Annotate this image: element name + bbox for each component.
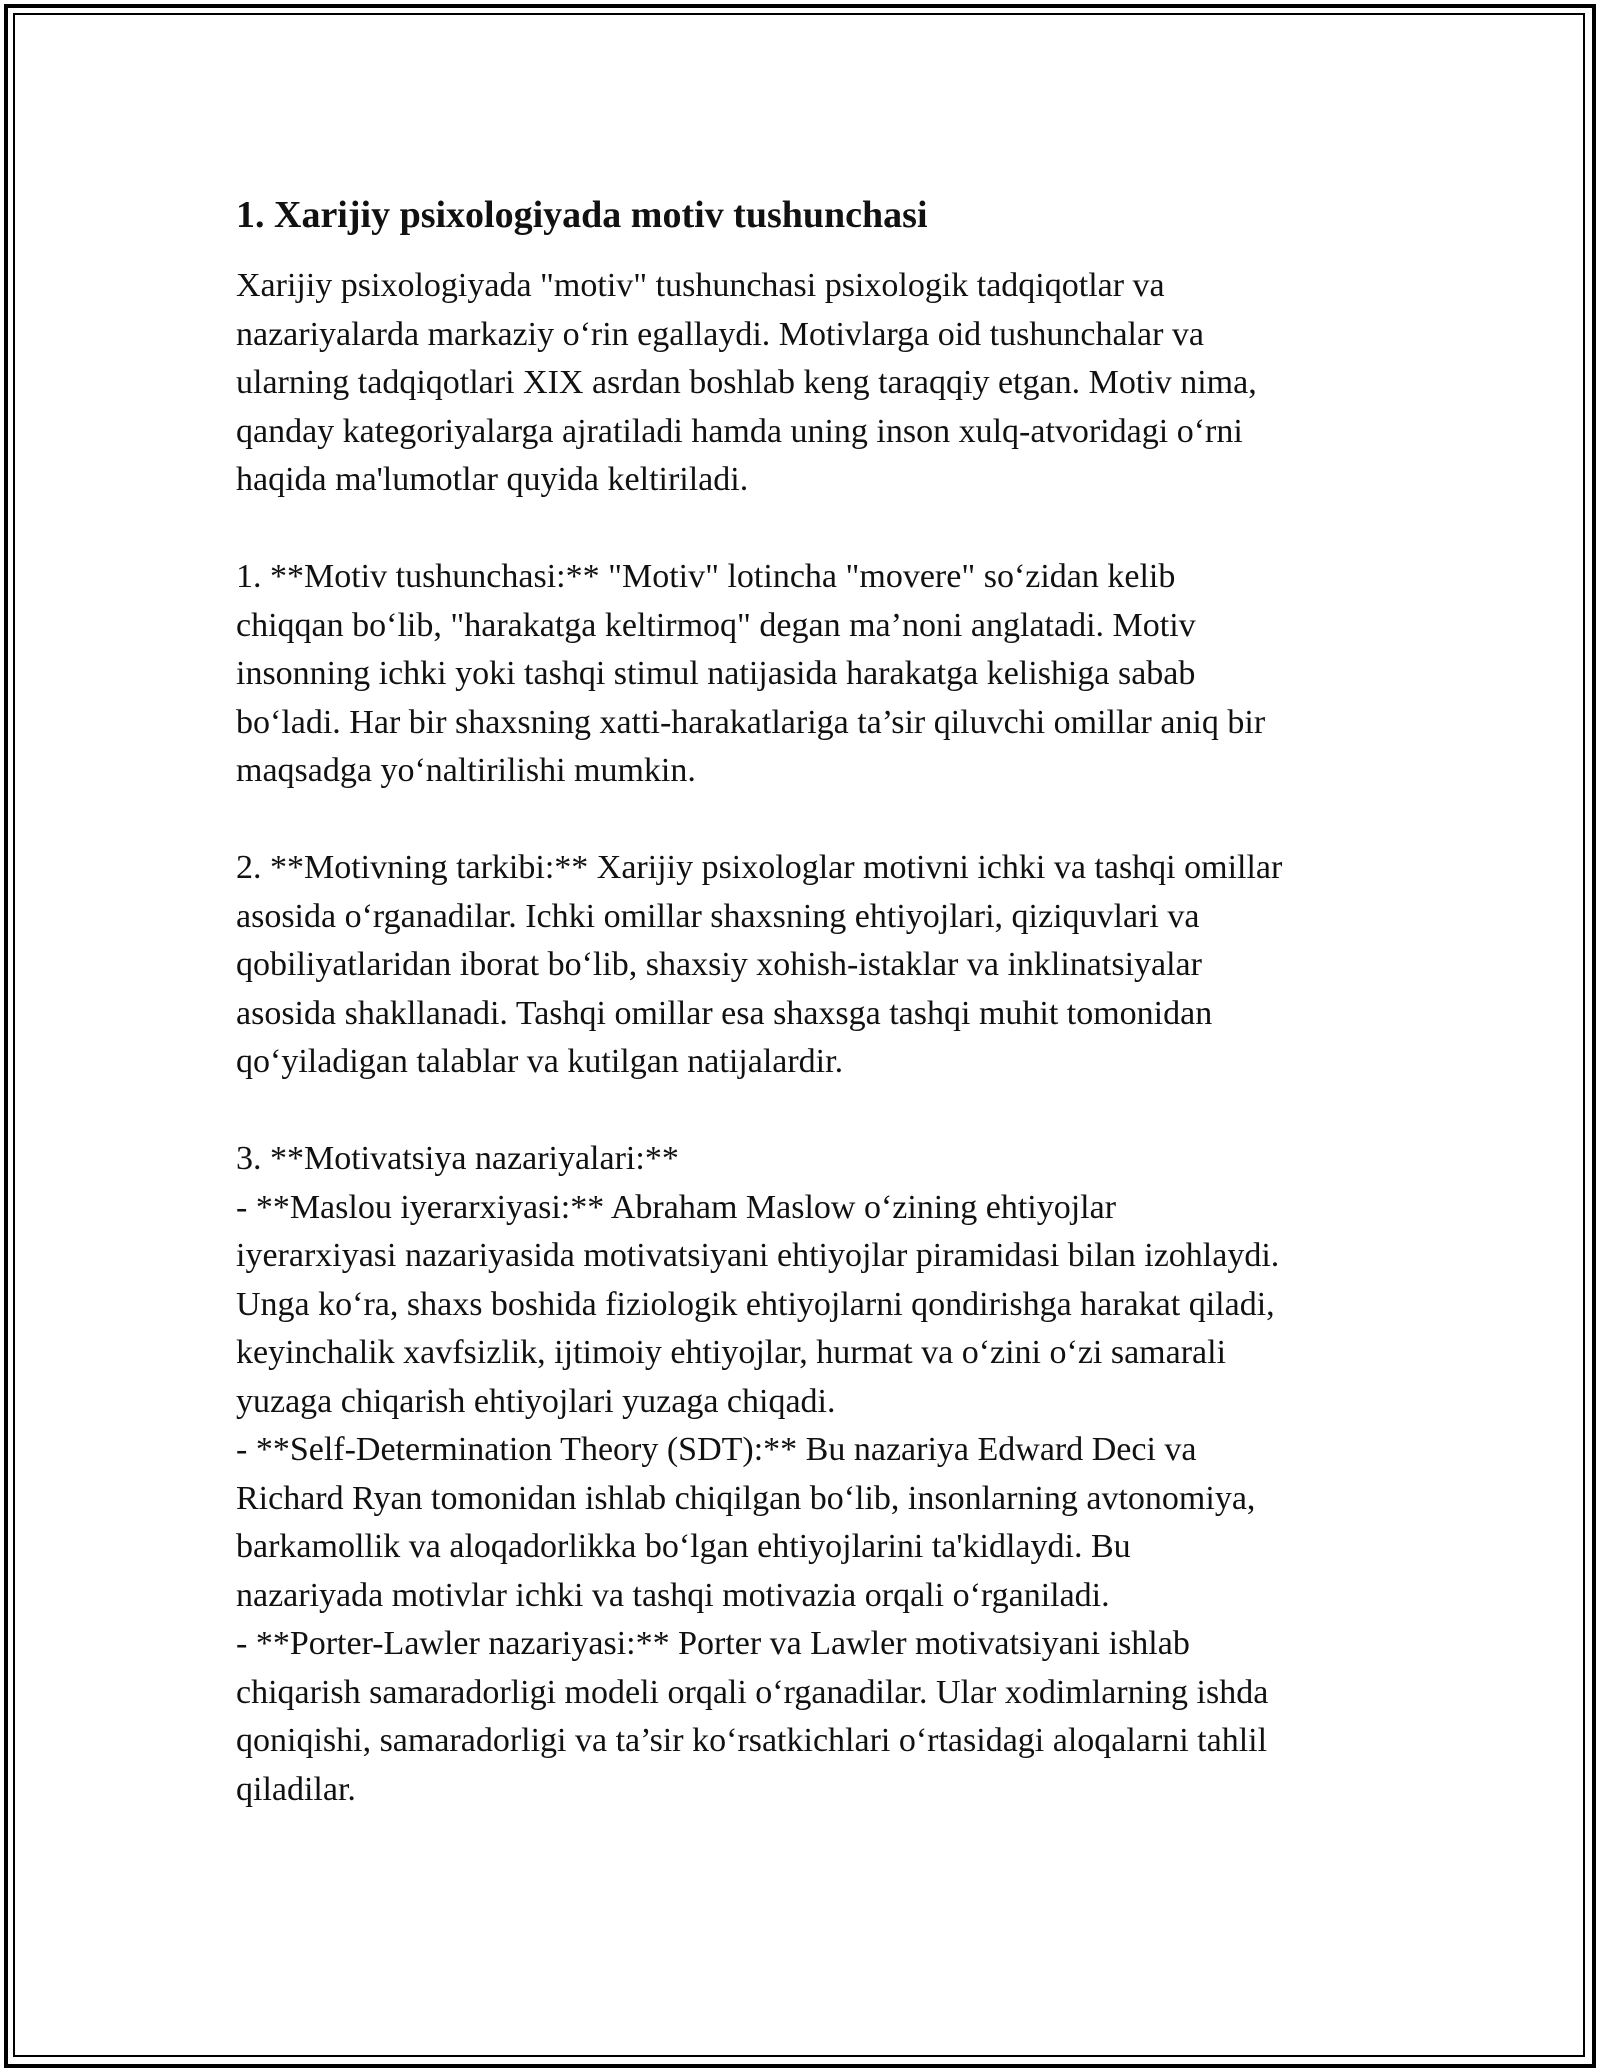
document-title: 1. Xarijiy psixologiyada motiv tushunchasi <box>236 194 928 236</box>
paragraph-spacer <box>236 796 1376 845</box>
document-body <box>236 188 1376 1814</box>
paragraph-spacer <box>236 1087 1376 1136</box>
section-motiv-concept: 1. **Motiv tushunchasi:** "Motiv" lotincha "movere" so‘zidan kelib chiqqan bo‘lib, "harakatga keltirmoq" degan ma’noni anglatadi. Motiv insonning ichki yoki tashqi stimul natijasida harakatga kelishiga sabab bo‘ladi. Har bir shaxsning xatti-harakatlariga ta’sir qiluvchi omillar aniq bir maqsadga yo‘naltirilishi mumkin. <box>236 558 1266 789</box>
intro-paragraph: Xarijiy psixologiyada "motiv" tushunchasi psixologik tadqiqotlar va nazariyalarda markaziy o‘rin egallaydi. Motivlarga oid tushunchalar va ularning tadqiqotlari XIX asrdan boshlab keng taraqqiy etgan. Motiv nima, qanday kategoriyalarga ajratiladi hamda uning inson xulq-atvoridagi o‘rni haqida ma'lumotlar quyida keltiriladi. <box>236 267 1257 498</box>
section-motivation-theories: 3. **Motivatsiya nazariyalari:** - **Maslou iyerarxiyasi:** Abraham Maslow o‘zining ehtiyojlar iyerarxiyasi nazariyasida motivatsiyani ehtiyojlar piramidasi bilan izohlaydi. Unga ko‘ra, shaxs boshida fiziologik ehtiyojlarni qondirishga harakat qiladi, keyinchalik xavfsizlik, ijtimoiy ehtiyojlar, hurmat va o‘zini o‘zi samarali yuzaga chiqarish ehtiyojlari yuzaga chiqadi. - **Self-Determination Theory (SDT):** Bu nazariya Edward Deci va Richard Ryan tomonidan ishlab chiqilgan bo‘lib, insonlarning avtonomiya, barkamollik va aloqadorlikka bo‘lgan ehtiyojlarini ta'kidlaydi. Bu nazariyada motivlar ichki va tashqi motivazia orqali o‘rganiladi. - **Porter-Lawler nazariyasi:** Porter va Lawler motivatsiyani ishlab chiqarish samaradorligi modeli orqali o‘rganadilar. Ular xodimlarning ishda qoniqishi, samaradorligi va ta’sir ko‘rsatkichlari o‘rtasidagi aloqalarni tahlil qiladilar. <box>236 1140 1280 1808</box>
section-motiv-structure: 2. **Motivning tarkibi:** Xarijiy psixologlar motivni ichki va tashqi omillar asosida o‘rganadilar. Ichki omillar shaxsning ehtiyojlari, qiziquvlari va qobiliyatlaridan iborat bo‘lib, shaxsiy xohish-istaklar va inklinatsiyalar asosida shakllanadi. Tashqi omillar esa shaxsga tashqi muhit tomonidan qo‘yiladigan talablar va kutilgan natijalardir. <box>236 849 1283 1080</box>
paragraph-spacer <box>236 505 1376 554</box>
